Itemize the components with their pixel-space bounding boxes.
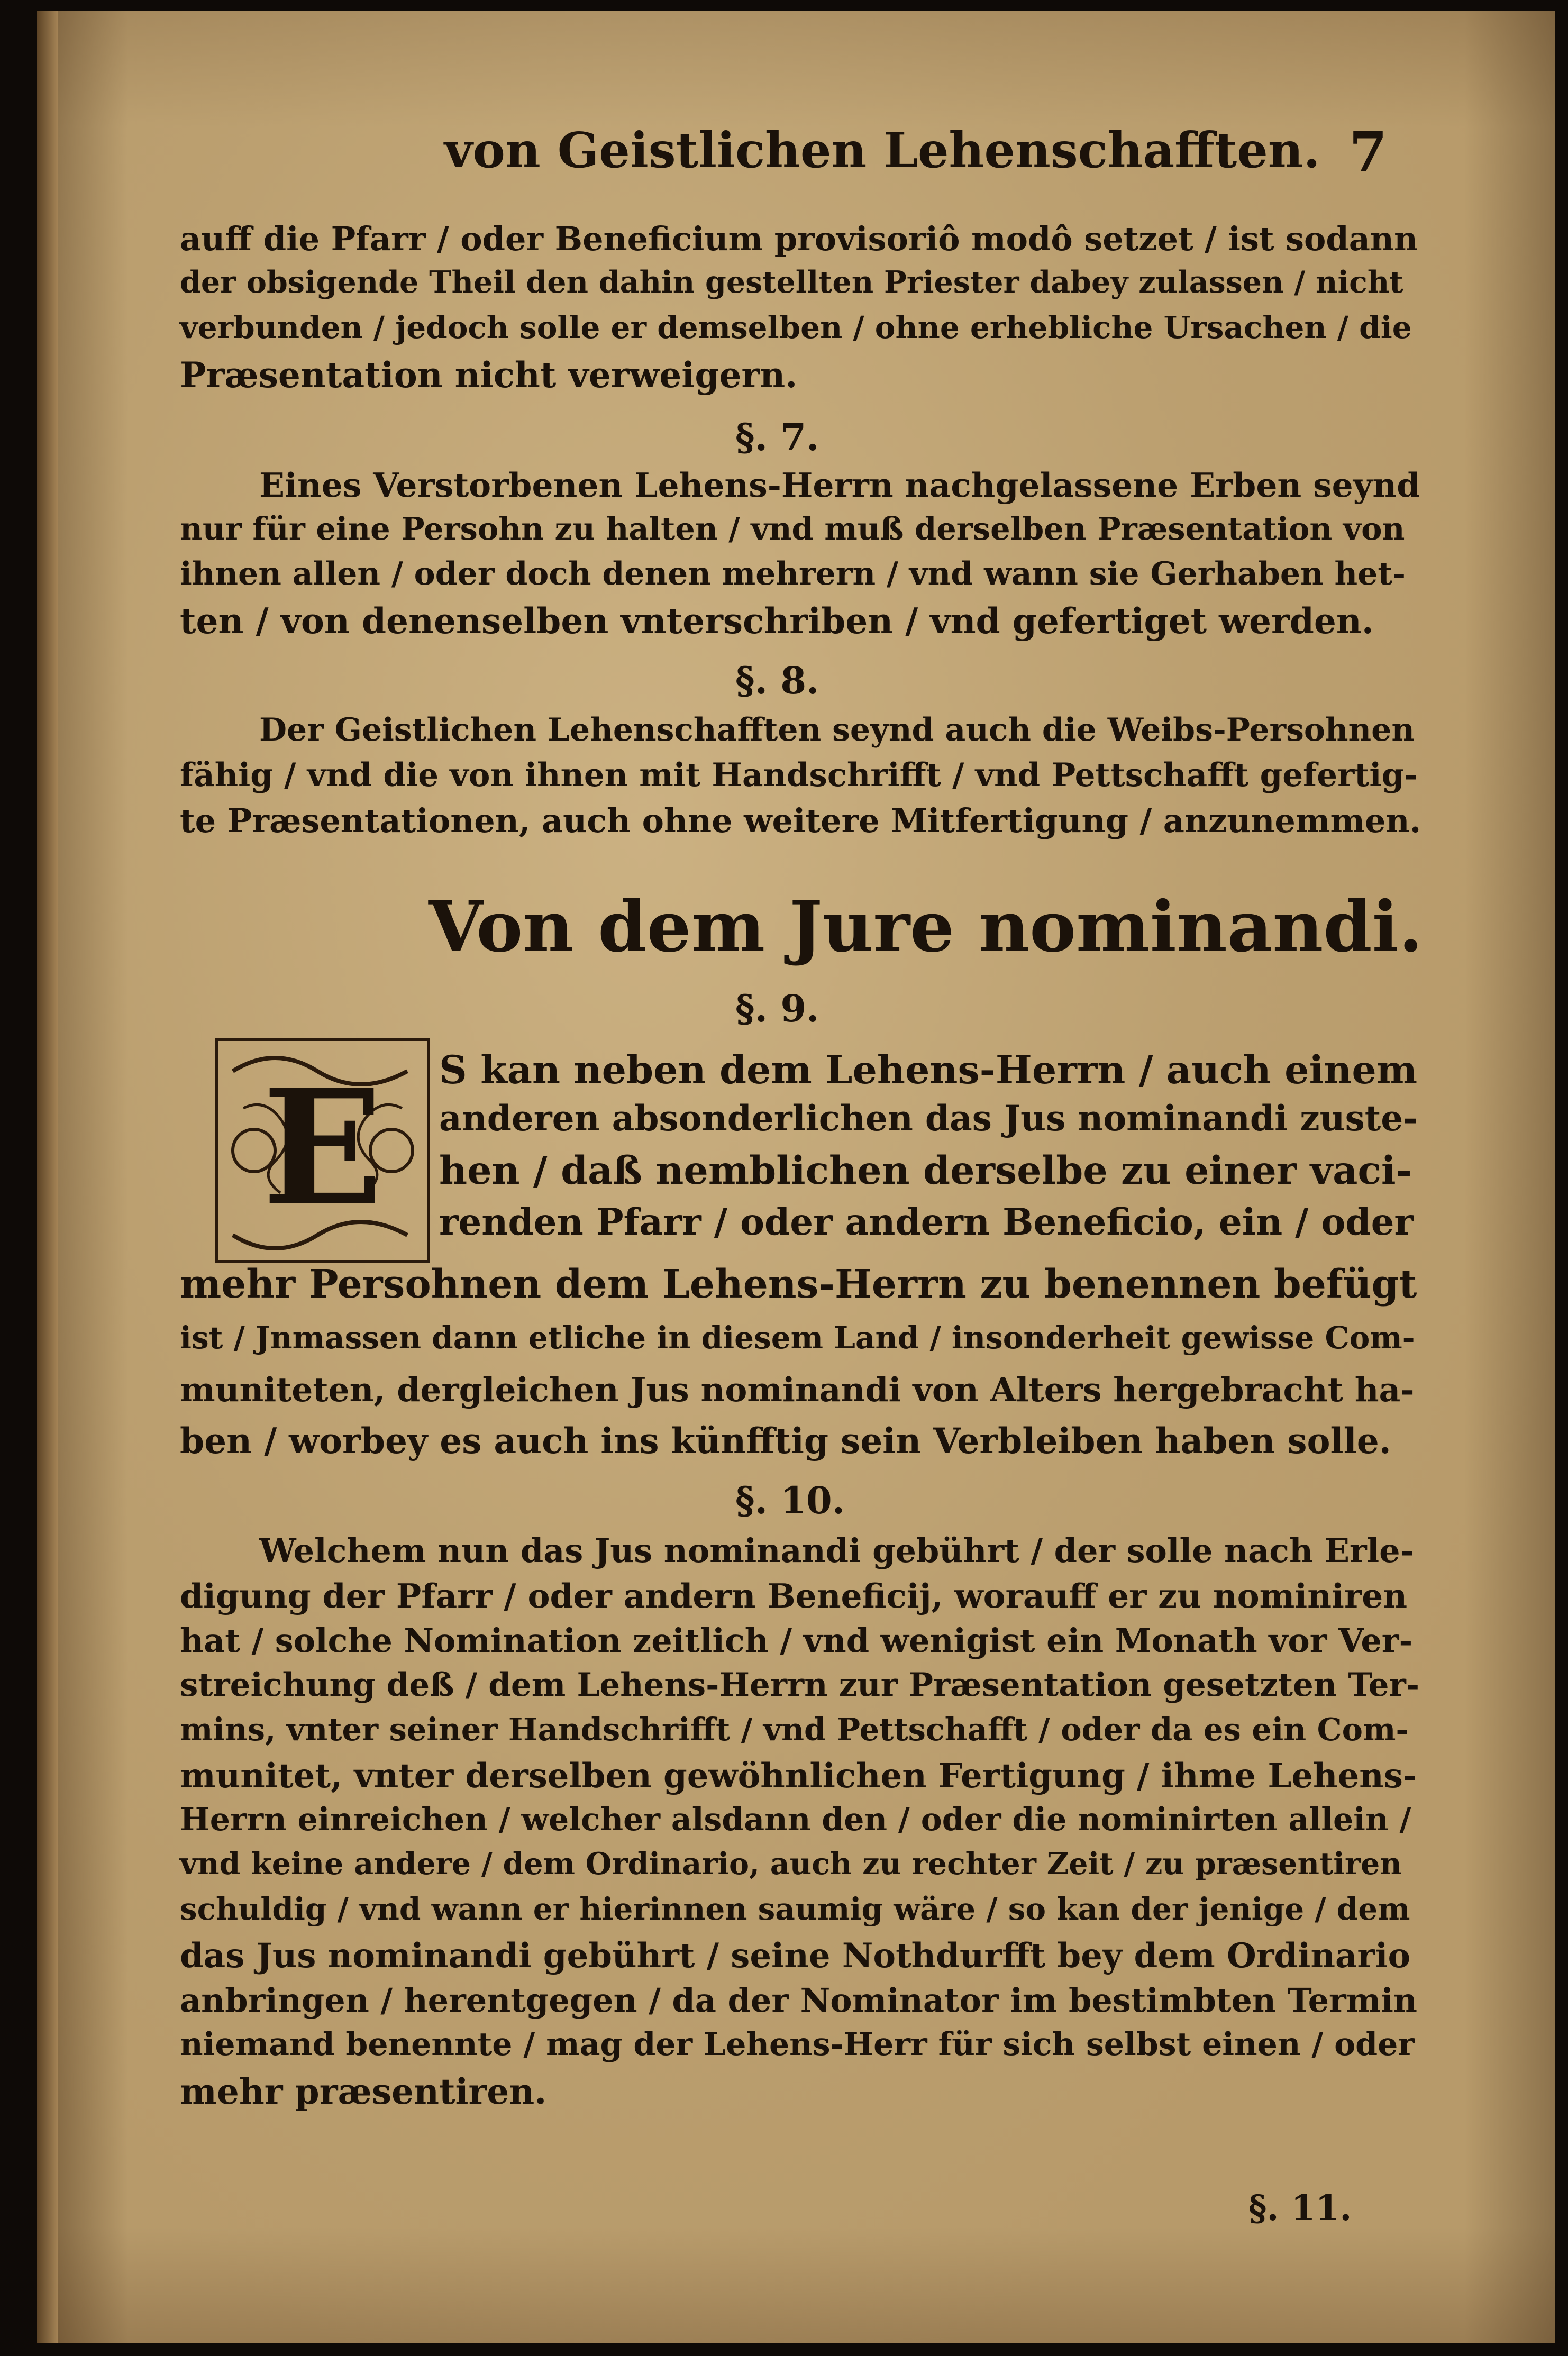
text-line: nur für eine Persohn zu halten / vnd muß derselben Præsentation von	[180, 510, 1405, 547]
page-number: 7	[1349, 119, 1388, 184]
paragraph-number: §. 7.	[735, 415, 819, 459]
page-fold-shadow	[37, 11, 58, 2343]
text-line: Der Geistlichen Lehenschafften seynd auch die Weibs-Persohnen	[259, 711, 1415, 748]
text-line: digung der Pfarr / oder andern Beneficij, worauff er zu nominiren	[180, 1576, 1408, 1615]
text-line: fähig / vnd die von ihnen mit Handschrifft / vnd Pettschafft gefertig-	[180, 756, 1418, 794]
text-line: muniteten, dergleichen Jus nominandi von Alters hergebracht ha-	[180, 1370, 1415, 1409]
paragraph-number: §. 9.	[735, 987, 819, 1030]
paragraph-number: §. 10.	[735, 1478, 845, 1522]
text-line: mins, vnter seiner Handschrifft / vnd Pettschafft / oder da es ein Com-	[180, 1711, 1409, 1748]
running-head: von Geistlichen Lehenschafften.	[444, 122, 1320, 179]
text-line: auff die Pfarr / oder Beneficium provisoriô modô setzet / ist sodann	[180, 220, 1418, 258]
initial-letter-glyph: E	[262, 1054, 384, 1241]
text-line: anderen absonderlichen das Jus nominandi zuste-	[439, 1098, 1418, 1139]
text-line: das Jus nominandi gebührt / seine Nothdurfft bey dem Ordinario	[180, 1936, 1411, 1976]
catchword: §. 11.	[1248, 2187, 1352, 2229]
text-line: Eines Verstorbenen Lehens-Herrn nachgelassene Erben seynd	[259, 465, 1420, 505]
text-line: ten / von denenselben vnterschriben / vnd gefertiget werden.	[180, 600, 1374, 642]
text-line: te Præsentationen, auch ohne weitere Mitfertigung / anzunemmen.	[180, 801, 1421, 840]
text-line: vnd keine andere / dem Ordinario, auch zu rechter Zeit / zu præsentiren	[180, 1846, 1402, 1882]
text-line: schuldig / vnd wann er hierinnen saumig wäre / so kan der jenige / dem	[180, 1891, 1410, 1927]
text-line: mehr Persohnen dem Lehens-Herrn zu benennen befügt	[180, 1262, 1417, 1307]
text-line: Herrn einreichen / welcher alsdann den / oder die nominirten allein /	[180, 1801, 1411, 1838]
text-line: Præsentation nicht verweigern.	[180, 354, 798, 396]
text-line: verbunden / jedoch solle er demselben / ohne erhebliche Ursachen / die	[180, 309, 1412, 345]
book-page	[37, 11, 1555, 2343]
text-line: hen / daß nemblichen derselbe zu einer vaci-	[439, 1148, 1412, 1193]
text-line: niemand benennte / mag der Lehens-Herr für sich selbst einen / oder	[180, 2026, 1415, 2063]
text-line: anbringen / herentgegen / da der Nominator im bestimbten Termin	[180, 1981, 1417, 2020]
text-line: munitet, vnter derselben gewöhnlichen Fertigung / ihme Lehens-	[180, 1756, 1417, 1796]
text-line: der obsigende Theil den dahin gestellten Priester dabey zulassen / nicht	[180, 264, 1403, 300]
text-line: renden Pfarr / oder andern Beneficio, ein / oder	[439, 1201, 1414, 1244]
text-line: ihnen allen / oder doch denen mehrern / vnd wann sie Gerhaben het-	[180, 555, 1406, 592]
decorated-initial-letter	[212, 1034, 434, 1267]
text-line: Welchem nun das Jus nominandi gebührt / der solle nach Erle-	[259, 1531, 1414, 1570]
text-line: hat / solche Nomination zeitlich / vnd wenigist ein Monath vor Ver-	[180, 1621, 1413, 1660]
text-line: ist / Jnmassen dann etliche in diesem Land / insonderheit gewisse Com-	[180, 1320, 1415, 1356]
section-heading: Von dem Jure nominandi.	[429, 886, 1423, 968]
text-line: S kan neben dem Lehens-Herrn / auch einem	[439, 1047, 1418, 1093]
text-line: mehr præsentiren.	[180, 2071, 547, 2112]
text-line: streichung deß / dem Lehens-Herrn zur Præsentation gesetzten Ter-	[180, 1666, 1420, 1704]
paragraph-number: §. 8.	[735, 659, 819, 702]
text-line: ben / worbey es auch ins künfftig sein Verbleiben haben solle.	[180, 1420, 1391, 1462]
